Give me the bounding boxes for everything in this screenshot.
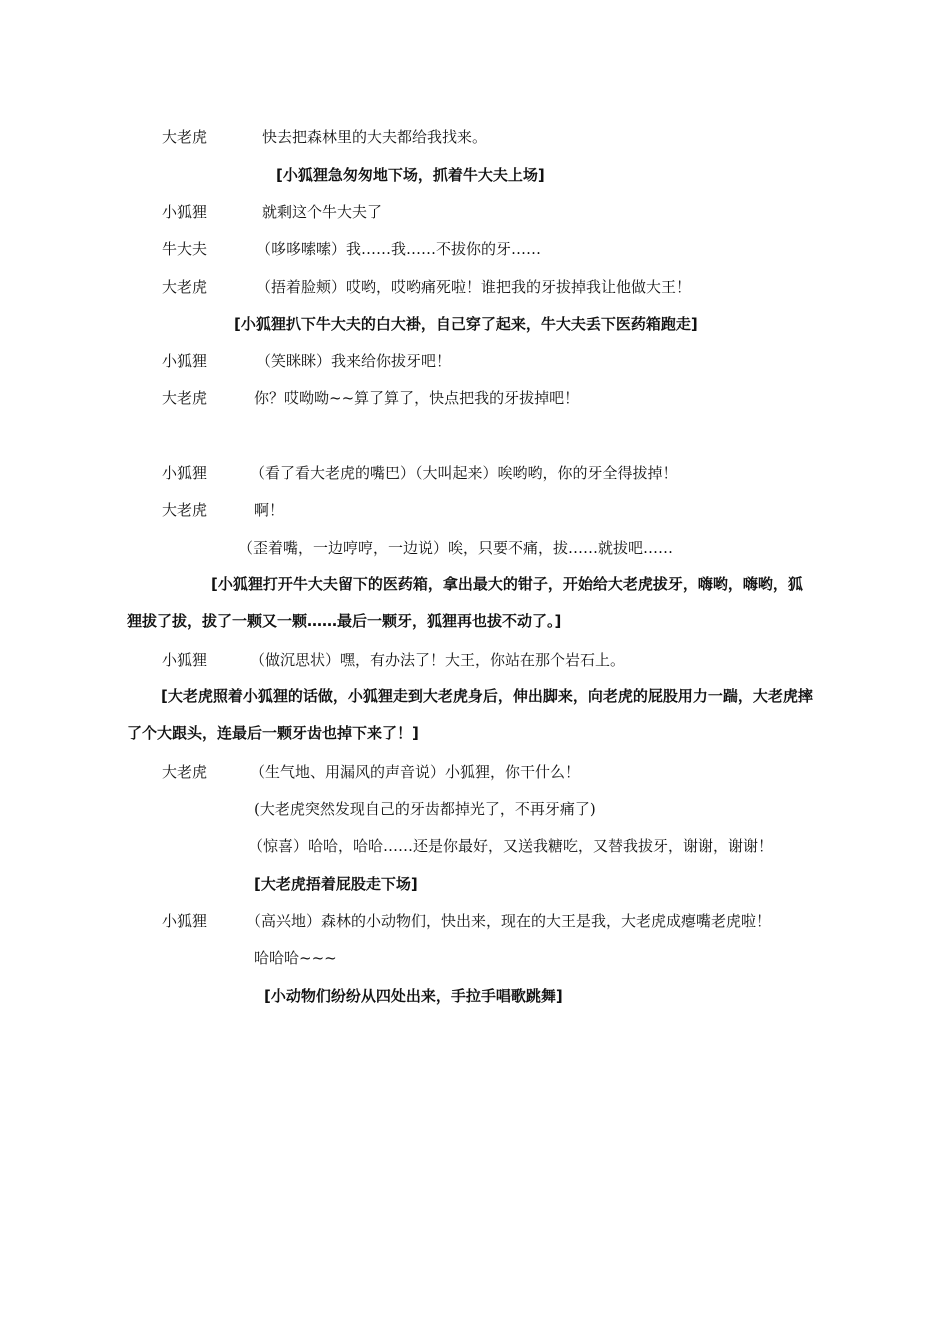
speaker-name: 小狐狸 xyxy=(162,203,208,221)
dialogue-text: （惊喜）哈哈，哈哈……还是你最好，又送我糖吃，又替我拔牙，谢谢，谢谢！ xyxy=(248,837,774,855)
stage-direction: [小动物们纷纷从四处出来，手拉手唱歌跳舞] xyxy=(264,987,563,1005)
dialogue-text: 啊！ xyxy=(254,501,285,519)
stage-direction: [小狐狸打开牛大夫留下的医药箱，拿出最大的钳子，开始给大老虎拔牙，嗨哟，嗨哟，狐狸拔了拔，拔了一颗又一颗……最后一颗牙，狐狸再也拔不动了。] xyxy=(127,575,803,630)
dialogue-text: （哆哆嗦嗦）我……我……不拔你的牙…… xyxy=(256,240,542,258)
dialogue-text: （捂着脸颊）哎哟，哎哟痛死啦！谁把我的牙拔掉我让他做大王！ xyxy=(256,278,692,296)
dialogue-text: （生气地、用漏风的声音说）小狐狸，你干什么！ xyxy=(250,763,581,781)
dialogue-text: （高兴地）森林的小动物们，快出来，现在的大王是我，大老虎成瘪嘴老虎啦！ xyxy=(246,912,772,930)
speaker-name: 大老虎 xyxy=(162,389,208,407)
stage-direction: [小狐狸扒下牛大夫的白大褂，自己穿了起来，牛大夫丢下医药箱跑走] xyxy=(234,315,698,333)
speaker-name: 大老虎 xyxy=(162,501,208,519)
speaker-name: 大老虎 xyxy=(162,278,208,296)
dialogue-text: (大老虎突然发现自己的牙齿都掉光了，不再牙痛了) xyxy=(254,800,596,818)
dialogue-text: 就剩这个牛大夫了 xyxy=(262,203,383,221)
speaker-name: 小狐狸 xyxy=(162,352,208,370)
dialogue-text: （做沉思状）嘿，有办法了！大王，你站在那个岩石上。 xyxy=(250,651,626,669)
dialogue-text: 快去把森林里的大夫都给我找来。 xyxy=(262,128,488,146)
speaker-name: 小狐狸 xyxy=(162,651,208,669)
speaker-name: 大老虎 xyxy=(162,128,208,146)
dialogue-text: （看了看大老虎的嘴巴）（大叫起来）唉哟哟，你的牙全得拔掉！ xyxy=(250,464,678,482)
stage-direction: [大老虎照着小狐狸的话做，小狐狸走到大老虎身后，伸出脚来，向老虎的屁股用力一踹，大老虎摔了个大跟头，连最后一颗牙齿也掉下来了！] xyxy=(127,687,813,742)
dialogue-text: 哈哈哈~~~ xyxy=(254,949,337,967)
speaker-name: 小狐狸 xyxy=(162,464,208,482)
dialogue-text: 你？哎呦呦~~算了算了，快点把我的牙拔掉吧！ xyxy=(254,389,580,407)
stage-direction: [小狐狸急匆匆地下场，抓着牛大夫上场] xyxy=(276,166,545,184)
stage-direction: [大老虎捂着屁股走下场] xyxy=(254,875,418,893)
dialogue-text: （歪着嘴，一边哼哼，一边说）唉，只要不痛，拔……就拔吧…… xyxy=(238,539,674,557)
speaker-name: 大老虎 xyxy=(162,763,208,781)
speaker-name: 小狐狸 xyxy=(162,912,208,930)
dialogue-text: （笑眯眯）我来给你拔牙吧！ xyxy=(256,352,452,370)
speaker-name: 牛大夫 xyxy=(162,240,208,258)
